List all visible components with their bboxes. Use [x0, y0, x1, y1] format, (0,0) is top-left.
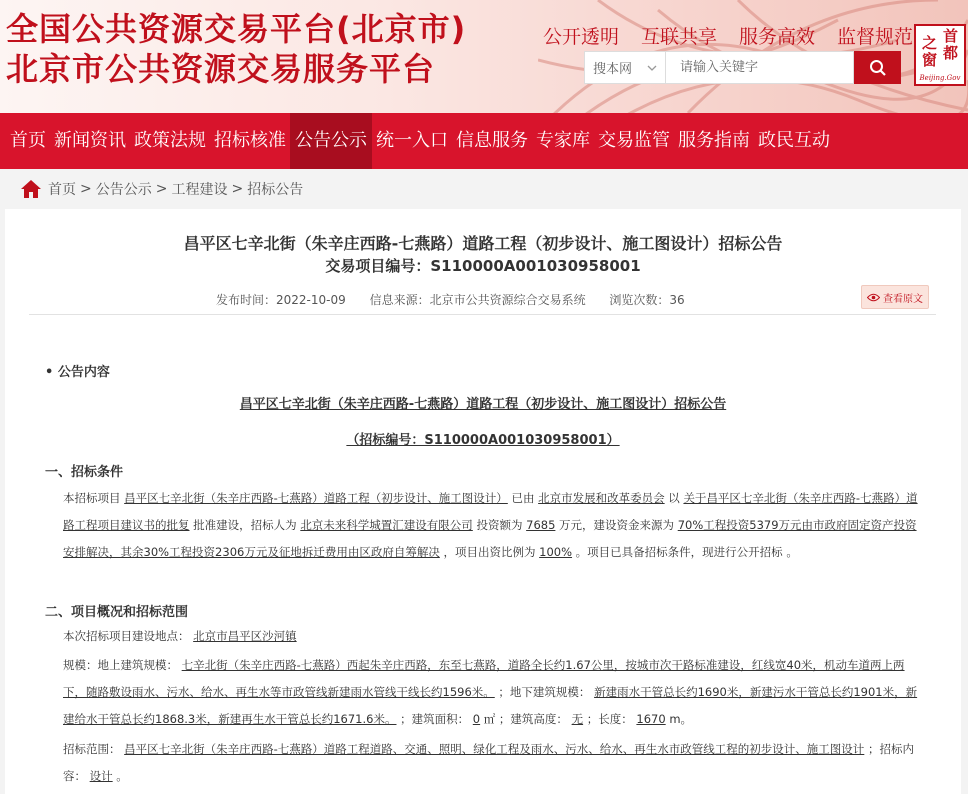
view-original-button[interactable]: [861, 285, 929, 309]
paragraph-segment: 万元，建设资金来源为: [555, 518, 678, 532]
paragraph-segment: 。: [112, 769, 128, 783]
article-title: 昌平区七辛北街（朱辛庄西路-七燕路）道路工程（初步设计、施工图设计）招标公告: [183, 234, 783, 253]
site-title-line1: 全国公共资源交易平台(北京市): [6, 10, 467, 48]
divider: [29, 314, 936, 315]
nav-item-guide[interactable]: 服务指南: [678, 130, 750, 151]
nav-item-home[interactable]: 首页: [10, 130, 46, 151]
paragraph-segment: ㎡ ；建筑高度：: [480, 712, 572, 726]
breadcrumb-engineering[interactable]: 工程建设: [171, 182, 228, 198]
nav-item-announcements[interactable]: 公告公示: [290, 113, 372, 169]
paragraph-segment: 已由: [507, 491, 539, 505]
filled-value: 7685: [526, 518, 556, 532]
info-source: 信息来源：北京市公共资源综合交易系统: [369, 293, 586, 307]
paragraph-segment: 规模：地上建筑规模：: [63, 658, 182, 672]
filled-value: 100%: [539, 545, 573, 559]
paragraph-segment: ；长度：: [583, 712, 637, 726]
paragraph-scale-text: [45, 652, 927, 733]
filled-value: 1670: [636, 712, 666, 726]
paragraph-segment: 本次招标项目建设地点：: [63, 629, 194, 643]
nav-item-info-service[interactable]: 信息服务: [456, 130, 528, 151]
logo-subtitle: Beijing.Gov: [919, 74, 961, 82]
filled-value: 北京市昌平区沙河镇: [193, 629, 297, 643]
paragraph-segment: ，项目出资比例为: [439, 545, 540, 559]
filled-value: 北京市发展和改革委员会: [538, 491, 665, 505]
article-meta: [216, 291, 705, 308]
paragraph-location: [45, 623, 927, 650]
publish-time: 发布时间：2022-10-09: [216, 293, 346, 307]
paragraph-scale: [45, 652, 927, 733]
home-icon: [20, 179, 42, 199]
search-input[interactable]: [666, 51, 854, 84]
slogan-3: 服务高效: [739, 26, 816, 48]
breadcrumb-home[interactable]: 首页: [48, 182, 76, 198]
heading-tender-conditions: 一、招标条件: [45, 465, 124, 480]
section-label: • 公告内容: [45, 365, 110, 380]
article-panel: [5, 209, 961, 794]
paragraph-segment: 投资额为: [472, 518, 527, 532]
paragraph-segment: ；招标内容：: [63, 742, 914, 783]
filled-value: 昌平区七辛北街（朱辛庄西路-七燕路）道路工程（初步设计、施工图设计）: [124, 491, 508, 505]
paragraph-scope-text: [45, 736, 927, 790]
filled-value: 关于昌平区七辛北街（朱辛庄西路-七燕路）道路工程项目建议书的批复: [63, 491, 918, 532]
announcement-title: 昌平区七辛北街（朱辛庄西路-七燕路）道路工程（初步设计、施工图设计）招标公告: [239, 397, 727, 412]
paragraph-segment: 以: [664, 491, 684, 505]
paragraph-segment: ；建筑面积：: [396, 712, 473, 726]
breadcrumb-tender-notice[interactable]: 招标公告: [247, 182, 304, 198]
logo-char-1: 首: [943, 27, 959, 45]
nav-item-supervision[interactable]: 交易监管: [598, 130, 670, 151]
paragraph-segment: 批准建设，招标人为: [189, 518, 301, 532]
site-header: [0, 0, 968, 113]
slogan-1: 公开透明: [543, 26, 620, 48]
nav-item-approval[interactable]: 招标核准: [214, 130, 286, 151]
logo-char-2: 都: [943, 44, 959, 62]
article-code: 交易项目编号：S110000A001030958001: [325, 257, 641, 275]
site-title-line2: 北京市公共资源交易服务平台: [6, 50, 436, 88]
filled-value: 昌平区七辛北街（朱辛庄西路-七燕路）道路工程道路、交通、照明、绿化工程及雨水、污水、给水、再生水市政管线工程的初步设计、施工图设计: [124, 742, 865, 756]
nav-item-news[interactable]: 新闻资讯: [54, 130, 126, 151]
nav-item-interaction[interactable]: 政民互动: [758, 130, 830, 151]
chevron-down-icon: [647, 65, 657, 71]
paragraph-conditions-text: [45, 485, 927, 566]
view-original-label: 查看原文: [883, 293, 923, 305]
paragraph-scope: [45, 736, 927, 790]
slogan-2: 互联共享: [641, 26, 718, 48]
paragraph-segment: 。项目已具备招标条件，现进行公开招标 。: [572, 545, 798, 559]
breadcrumb-announcements[interactable]: 公告公示: [95, 182, 152, 198]
paragraph-location-text: [45, 623, 927, 650]
eye-icon: [867, 293, 880, 302]
filled-value: 0: [472, 712, 481, 726]
filled-value: 七辛北街（朱辛庄西路-七燕路）西起朱辛庄西路，东至七燕路，道路全长约1.67公里，按城市次干路标准建设，红线宽40米，机动车道两上两下，随路敷设雨水、污水、给水、再生水等市政管线新建雨水管线干线长约1596米。: [63, 658, 905, 699]
nav-item-experts[interactable]: 专家库: [536, 130, 590, 151]
beijing-gov-logo[interactable]: [914, 24, 966, 86]
filled-value: 70%工程投资5379万元由市政府固定资产投资安排解决，其余30%工程投资2306万元及征地拆迁费用由区政府自筹解决: [63, 518, 917, 559]
filled-value: 无: [571, 712, 584, 726]
search-button[interactable]: [854, 51, 901, 84]
paragraph-segment: m。: [665, 712, 693, 726]
search-type-select[interactable]: [584, 51, 666, 84]
nav-item-unified-entry[interactable]: 统一入口: [376, 130, 448, 151]
filled-value: 北京未来科学城置汇建设有限公司: [300, 518, 473, 532]
breadcrumb: 首页 > 公告公示 > 工程建设 > 招标公告: [20, 178, 303, 200]
search-type-label: 搜本网: [593, 62, 633, 77]
filled-value: 设计: [89, 769, 113, 783]
nav-item-policy[interactable]: 政策法规: [134, 130, 206, 151]
filled-value: 新建雨水干管总长约1690米，新建污水干管总长约1901米，新建给水干管总长约1868.3米，新建再生水干管总长约1671.6米。: [63, 685, 918, 726]
view-count: 浏览次数：36: [609, 293, 685, 307]
slogan-4: 监督规范: [837, 26, 914, 48]
heading-project-scope: 二、项目概况和招标范围: [45, 605, 189, 620]
search-bar: [584, 51, 901, 84]
paragraph-segment: ；地下建筑规模：: [494, 685, 595, 699]
search-icon: [869, 59, 887, 77]
paragraph-segment: 本招标项目: [63, 491, 125, 505]
slogans: [543, 22, 913, 49]
logo-char-4: 窗: [922, 51, 938, 69]
paragraph-conditions: [45, 485, 927, 566]
main-nav: [0, 113, 968, 169]
announcement-code: （招标编号：S110000A001030958001）: [346, 433, 620, 448]
logo-char-3: 之: [922, 34, 938, 52]
paragraph-segment: 招标范围：: [63, 742, 125, 756]
